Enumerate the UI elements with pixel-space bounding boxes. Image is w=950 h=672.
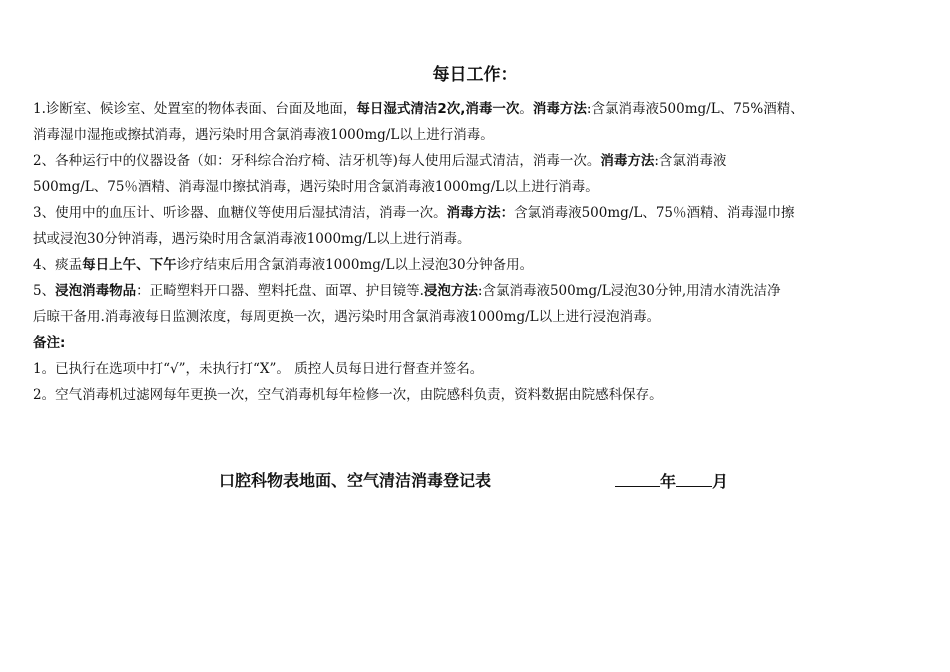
text: 2、各种运行中的仪器设备（如：牙科综合治疗椅、洁牙机等)每人使用后湿式清洁，消毒一次。 <box>33 153 601 169</box>
year-blank <box>615 468 660 487</box>
note-1: 1。已执行在选项中打“√”，未执行打“X”。 质控人员每日进行督查并签名。 <box>33 361 484 377</box>
text: 。 <box>519 101 533 117</box>
item-3-line-1 <box>33 200 931 226</box>
form-footer <box>0 468 950 492</box>
text: 4、痰盂 <box>33 257 83 273</box>
bold-text: 消毒方法 <box>600 153 655 169</box>
note-2: 2。空气消毒机过滤网每年更换一次，空气消毒机每年检修一次，由院感科负责，资料数据由院感科保存。 <box>33 387 663 403</box>
text: 消毒湿巾湿拖或擦拭消毒，遇污染时用含氯消毒液1000mg/L以上进行消毒。 <box>33 127 494 143</box>
page-title: 每日工作： <box>432 65 518 85</box>
item-5-line-1 <box>33 278 931 304</box>
text: :含氯消毒液500mg/L、75%酒精、 <box>586 101 804 117</box>
bold-text: 每日湿式清洁2次,消毒一次 <box>356 101 520 117</box>
bold-text: 每日上午、下午 <box>82 257 177 273</box>
bold-text: 浸泡方法 <box>423 283 478 299</box>
text: 诊疗结束后用含氯消毒液1000mg/L以上浸泡30分钟备用。 <box>176 257 534 273</box>
date-fields <box>615 468 728 492</box>
bold-text: 消毒方法： <box>446 205 515 221</box>
notes-label: 备注: <box>33 335 66 351</box>
month-label: 月 <box>712 472 729 491</box>
form-title: 口腔科物表地面、空气清洁消毒登记表 <box>219 471 492 490</box>
text: 含氯消毒液500mg/L、75％酒精、消毒湿巾擦 <box>514 205 795 221</box>
month-blank <box>676 468 712 487</box>
item-1-line-2 <box>33 122 931 148</box>
bold-text: 消毒方法 <box>532 101 587 117</box>
text: :含氯消毒液500mg/L浸泡30分钟,用清水清洗洁净 <box>477 283 781 299</box>
daily-work-content <box>33 96 931 408</box>
text: :含氯消毒液 <box>654 153 727 169</box>
year-label: 年 <box>660 472 677 491</box>
text: 5、 <box>33 283 56 299</box>
item-4-line-1 <box>33 252 931 278</box>
item-1-line-1 <box>33 96 931 122</box>
item-5-line-2 <box>33 304 931 330</box>
text: 500mg/L、75％酒精、消毒湿巾擦拭消毒，遇污染时用含氯消毒液1000mg/L以上进行消毒。 <box>33 179 599 195</box>
item-2-line-1 <box>33 148 931 174</box>
text: 拭或浸泡30分钟消毒，遇污染时用含氯消毒液1000mg/L以上进行消毒。 <box>33 231 471 247</box>
bold-text: 浸泡消毒物品 <box>55 283 137 299</box>
text: 3、使用中的血压计、听诊器、血糖仪等使用后湿拭清洁，消毒一次。 <box>33 205 447 221</box>
item-3-line-2 <box>33 226 931 252</box>
text: ：正畸塑料开口器、塑料托盘、面罩、护目镜等. <box>136 283 424 299</box>
text: 1.诊断室、候诊室、处置室的物体表面、台面及地面， <box>33 101 357 117</box>
text: 后晾干备用.消毒液每日监测浓度，每周更换一次，遇污染时用含氯消毒液1000mg/L以上进行浸泡消毒。 <box>33 309 661 325</box>
item-2-line-2 <box>33 174 931 200</box>
